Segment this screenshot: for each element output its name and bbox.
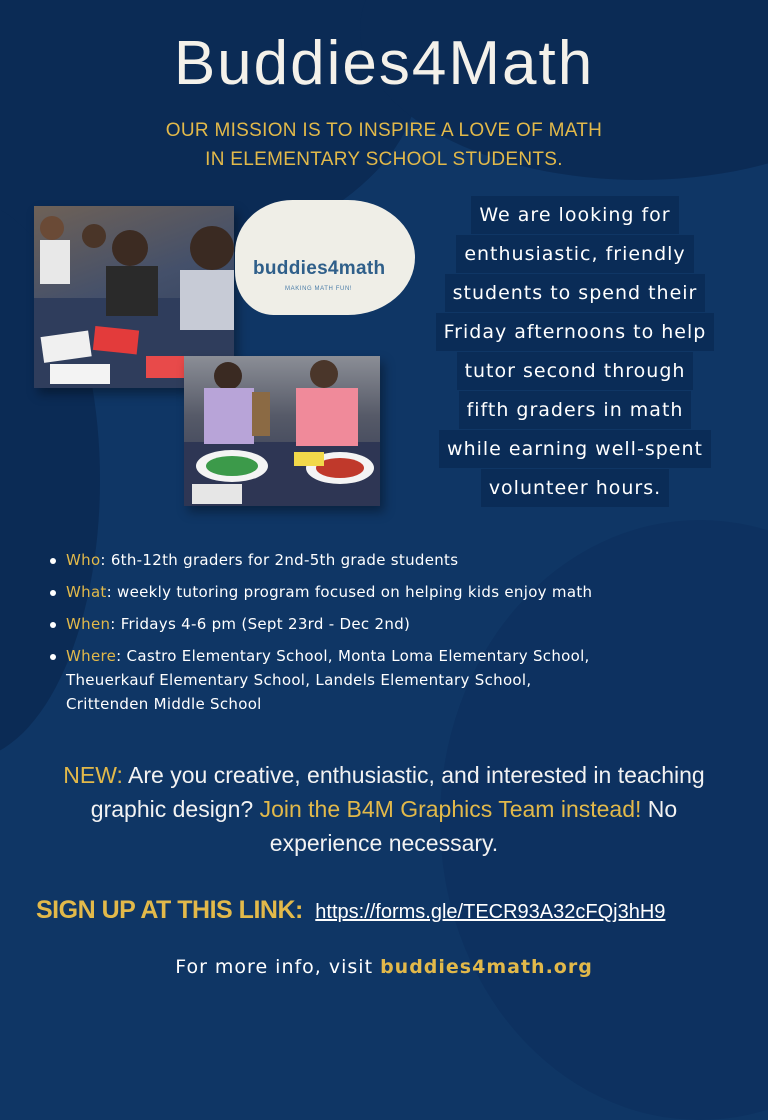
detail-text: : Castro Elementary School, Monta Loma Elementary School, bbox=[116, 647, 590, 665]
list-item-where bbox=[48, 644, 748, 716]
announcement-text: No experience necessary. bbox=[269, 796, 678, 856]
message-line: We are looking for bbox=[471, 196, 678, 234]
photo-illustration bbox=[184, 356, 380, 506]
detail-text: Crittenden Middle School bbox=[66, 695, 262, 713]
mission-statement bbox=[0, 116, 768, 174]
page-title: Buddies4Math bbox=[173, 29, 595, 98]
message-line: tutor second through bbox=[457, 352, 694, 390]
photo-girls-crafts bbox=[184, 356, 380, 506]
message-line: students to spend their bbox=[445, 274, 706, 312]
signup-section bbox=[36, 896, 736, 925]
list-item-who bbox=[48, 548, 748, 572]
logo-tagline: MAKING MATH FUN! bbox=[285, 286, 353, 292]
more-info bbox=[0, 956, 768, 978]
announcement-text: Are you creative, enthusiastic, and interested in teaching graphic design? bbox=[90, 762, 705, 822]
more-info-prefix: For more info, visit bbox=[175, 956, 381, 978]
signup-link[interactable]: https://forms.gle/TECR93A32cFQj3hH9 bbox=[315, 901, 666, 923]
message-line: fifth graders in math bbox=[459, 391, 692, 429]
program-details-list bbox=[48, 548, 748, 724]
detail-key: Where bbox=[66, 647, 117, 665]
signup-label: SIGN UP AT THIS LINK: bbox=[36, 896, 303, 924]
detail-text: : Fridays 4-6 pm (Sept 23rd - Dec 2nd) bbox=[110, 615, 411, 633]
detail-key: When bbox=[66, 615, 111, 633]
graphics-team-highlight: Join the B4M Graphics Team instead! bbox=[259, 796, 642, 822]
list-item-when bbox=[48, 612, 748, 636]
detail-text: : weekly tutoring program focused on helping kids enjoy math bbox=[106, 583, 593, 601]
mission-line: OUR MISSION IS TO INSPIRE A LOVE OF MATH bbox=[165, 120, 603, 141]
buddies4math-logo bbox=[235, 200, 415, 315]
logo-wordmark: buddies4math bbox=[253, 258, 386, 279]
website-link[interactable]: buddies4math.org bbox=[380, 956, 593, 978]
graphics-team-announcement bbox=[60, 758, 708, 860]
detail-text: : 6th-12th graders for 2nd-5th grade students bbox=[100, 551, 459, 569]
detail-text: Theuerkauf Elementary School, Landels Elementary School, bbox=[66, 671, 532, 689]
message-line: Friday afternoons to help bbox=[436, 313, 715, 351]
recruitment-message bbox=[410, 196, 740, 508]
mission-line: IN ELEMENTARY SCHOOL STUDENTS. bbox=[205, 149, 563, 170]
message-line: enthusiastic, friendly bbox=[456, 235, 693, 273]
list-item-what bbox=[48, 580, 748, 604]
message-line: while earning well-spent bbox=[439, 430, 711, 468]
message-line: volunteer hours. bbox=[481, 469, 669, 507]
detail-key: Who bbox=[66, 551, 101, 569]
detail-key: What bbox=[66, 583, 107, 601]
new-label: NEW: bbox=[63, 762, 123, 788]
